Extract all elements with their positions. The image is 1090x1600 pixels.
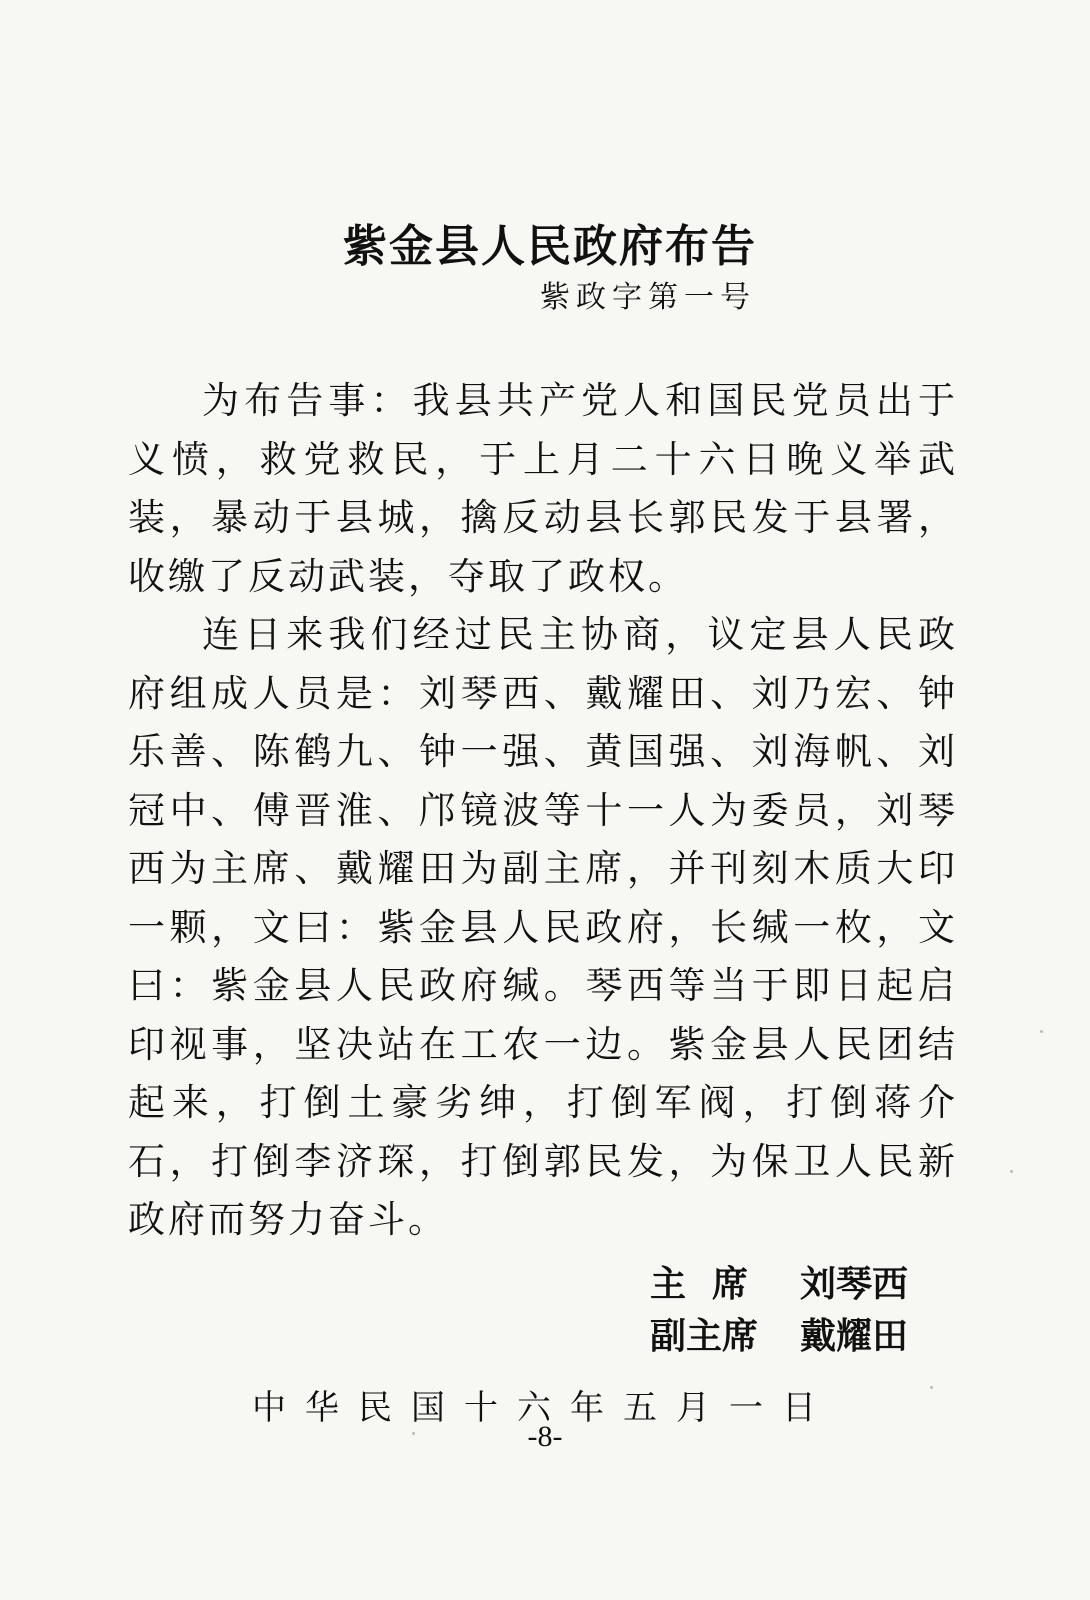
scan-speck [930, 1386, 933, 1389]
signature-role: 副主席 [650, 1316, 759, 1357]
scan-speck [1010, 1170, 1013, 1173]
signature-name: 戴耀田 [800, 1316, 909, 1357]
scan-speck [1040, 1030, 1043, 1033]
notice-title: 紫金县人民政府布告 [343, 221, 757, 272]
scan-speck [412, 1432, 415, 1435]
signature-chairman [650, 1256, 908, 1307]
page-number: -8- [527, 1420, 563, 1453]
signature-vice-chairman [650, 1308, 908, 1359]
signature-name: 刘琴西 [800, 1264, 909, 1305]
signature-role: 主席 [650, 1264, 775, 1305]
notice-date: 中华民国十六年五月一日 [252, 1388, 835, 1428]
document-number: 紫政字第一号 [540, 280, 756, 315]
notice-body [128, 372, 958, 1250]
paragraph: 为布告事：我县共产党人和国民党员出于义愤，救党救民，于上月二十六日晚义举武装，暴动于县城，擒反动县长郭民发于县署，收缴了反动武装，夺取了政权。 [128, 379, 958, 598]
paragraph: 连日来我们经过民主协商，议定县人民政府组成人员是：刘琴西、戴耀田、刘乃宏、钟乐善、陈鹤九、钟一强、黄国强、刘海帆、刘冠中、傅晋淮、邝镜波等十一人为委员，刘琴西为主席、戴耀田为副主席，并刊刻木质大印一颗，文曰：紫金县人民政府，长缄一枚，文曰：紫金县人民政府缄。琴西等当于即日起启印视事，坚决站在工农一边。紫金县人民团结起来，打倒土豪劣绅，打倒军阀，打倒蒋介石，打倒李济琛，打倒郭民发，为保卫人民新政府而努力奋斗。 [128, 613, 958, 1241]
